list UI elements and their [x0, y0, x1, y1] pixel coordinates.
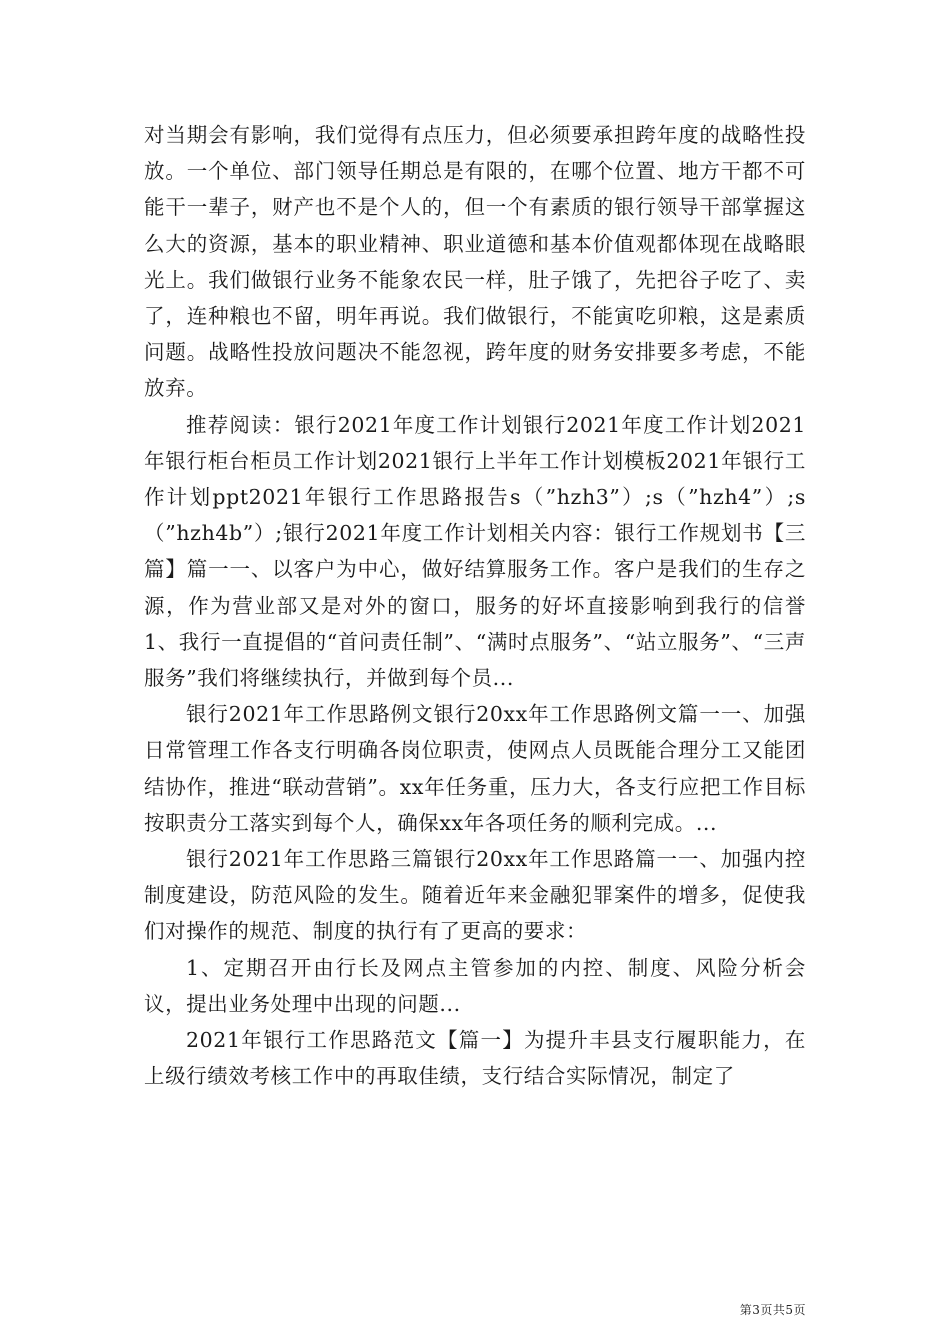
page-number: 第3页共5页: [739, 1303, 806, 1317]
paragraph-list-item-1: 1、定期召开由行长及网点主管参加的内控、制度、风险分析会议，提出业务处理中出现的问题...: [144, 955, 806, 1016]
paragraph-continuation: 对当期会有影响，我们觉得有点压力，但必须要承担跨年度的战略性投放。一个单位、部门领导任期总是有限的，在哪个位置、地方干都不可能干一辈子，财产也不是个人的，但一个有素质的银行领导干部掌握这么大的资源，基本的职业精神、职业道德和基本价值观都体现在战略眼光上。我们做银行业务不能象农民一样，肚子饿了，先把谷子吃了、卖了，连种粮也不留，明年再说。我们做银行，不能寅吃卯粮，这是素质问题。战略性投放问题决不能忽视，跨年度的财务安排要多考虑，不能放弃。: [144, 123, 806, 401]
paragraph-recommended-reading: 推荐阅读：银行2021年度工作计划银行2021年度工作计划2021年银行柜台柜员工作计划2021银行上半年工作计划模板2021年银行工作计划ppt2021年银行工作思路报告s（”hzh3”）;s（”hzh4”）;s（”hzh4b”）;银行2021年度工作计划相关内容：银行工作规划书【三篇】篇一一、以客户为中心，做好结算服务工作。客户是我们的生存之源，作为营业部又是对外的窗口，服务的好坏直接影响到我行的信誉1、我行一直提倡的“首问责任制”、“满时点服务”、“站立服务”、“三声服务”我们将继续执行，并做到每个员...: [144, 412, 806, 691]
paragraph-work-ideas-three: 银行2021年工作思路三篇银行20xx年工作思路篇一一、加强内控制度建设，防范风险的发生。随着近年来金融犯罪案件的增多，促使我们对操作的规范、制度的执行有了更高的要求：: [144, 847, 806, 944]
paragraph-work-ideas-example: 银行2021年工作思路例文银行20xx年工作思路例文篇一一、加强日常管理工作各支行明确各岗位职责，使网点人员既能合理分工又能团结协作，推进“联动营销”。xx年任务重，压力大，各支行应把工作目标按职责分工落实到每个人，确保xx年各项任务的顺利完成。...: [144, 702, 806, 835]
document-body: [144, 117, 806, 1094]
paragraph-work-ideas-sample: 2021年银行工作思路范文【篇一】为提升丰县支行履职能力，在上级行绩效考核工作中的再取佳绩，支行结合实际情况，制定了: [144, 1028, 806, 1089]
